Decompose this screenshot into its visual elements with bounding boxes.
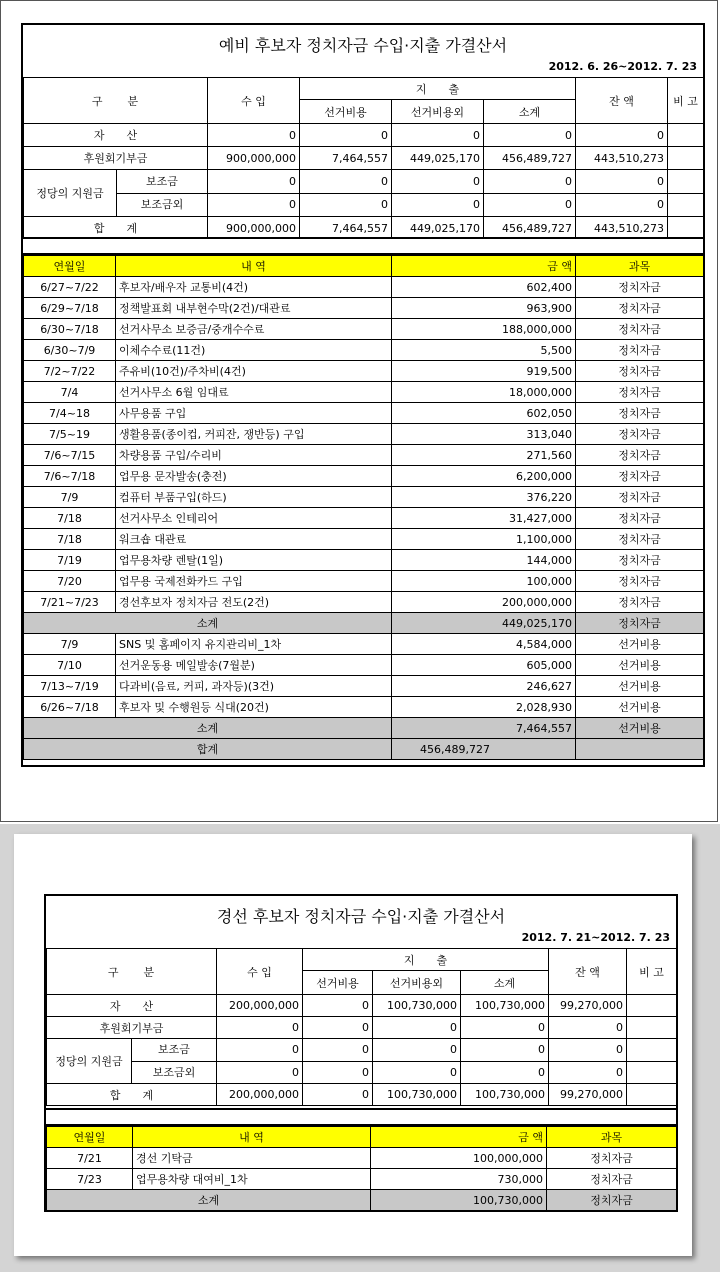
row-label: 보조금 <box>117 170 207 194</box>
row-description: 다과비(음료, 커피, 과자등)(3건) <box>116 676 392 697</box>
row-subtotal: 456,489,727 <box>484 217 576 240</box>
table-row <box>47 1169 677 1190</box>
row-note <box>627 1017 677 1039</box>
header-account: 과목 <box>576 256 704 277</box>
row-amount: 271,560 <box>392 445 576 466</box>
row-label: 보조금외 <box>140 198 184 211</box>
row-amount: 188,000,000 <box>392 319 576 340</box>
row-amount: 100,000,000 <box>371 1148 547 1169</box>
row-description: 업무용 국제전화카드 구입 <box>116 571 392 592</box>
row-income: 0 <box>208 124 300 147</box>
row-subtotal: 0 <box>484 193 576 217</box>
row-account: 선거비용 <box>576 655 704 676</box>
row-date: 7/9 <box>24 487 116 508</box>
row-label: 합 계 <box>24 217 208 240</box>
detail-table <box>23 255 704 760</box>
row-amount: 200,000,000 <box>392 592 576 613</box>
row-amount: 4,584,000 <box>392 634 576 655</box>
row-amount: 313,040 <box>392 424 576 445</box>
row-label: 합 계 <box>47 1084 217 1106</box>
row-non-campaign: 0 <box>373 1039 461 1062</box>
row-description: 선거운동용 메일발송(7월분) <box>116 655 392 676</box>
detail-header-row <box>24 256 704 277</box>
summary-header-row <box>47 949 677 971</box>
row-amount: 144,000 <box>392 550 576 571</box>
row-date: 7/23 <box>47 1169 133 1190</box>
period-label: 2012. 7. 21~2012. 7. 23 <box>521 931 670 944</box>
row-campaign: 0 <box>300 170 392 194</box>
row-non-campaign: 100,730,000 <box>373 995 461 1017</box>
row-date: 6/26~7/18 <box>24 697 116 718</box>
row-non-campaign: 0 <box>392 124 484 147</box>
row-date: 7/19 <box>24 550 116 571</box>
row-description: 업무용 문자발송(충전) <box>116 466 392 487</box>
summary-row <box>47 995 677 1017</box>
row-account: 정치자금 <box>576 298 704 319</box>
row-campaign: 0 <box>303 1017 373 1039</box>
row-description: 선거사무소 6월 임대료 <box>116 382 392 403</box>
table-row <box>24 529 704 550</box>
row-account: 정치자금 <box>576 277 704 298</box>
row-date: 6/27~7/22 <box>24 277 116 298</box>
subtotal-label: 소계 <box>47 1190 371 1211</box>
subtotal-amount: 7,464,557 <box>392 718 576 739</box>
header-amount: 금 액 <box>392 256 576 277</box>
row-account: 정치자금 <box>576 361 704 382</box>
row-note <box>627 995 677 1017</box>
row-date: 7/9 <box>24 634 116 655</box>
row-date: 7/18 <box>24 508 116 529</box>
header-note: 비 고 <box>668 78 704 124</box>
table-row <box>47 1148 677 1169</box>
header-note: 비 고 <box>627 949 677 995</box>
row-subtotal: 0 <box>484 124 576 147</box>
table-row <box>24 508 704 529</box>
row-date: 7/10 <box>24 655 116 676</box>
header-amount: 금 액 <box>371 1127 547 1148</box>
section-divider <box>23 237 703 255</box>
row-account: 정치자금 <box>576 319 704 340</box>
row-balance: 0 <box>576 124 668 147</box>
row-description: 주유비(10건)/주차비(4건) <box>116 361 392 382</box>
subtotal-amount: 449,025,170 <box>392 613 576 634</box>
detail-table <box>46 1126 677 1211</box>
row-subtotal: 456,489,727 <box>484 147 576 170</box>
table-row <box>24 571 704 592</box>
row-account: 정치자금 <box>576 550 704 571</box>
row-income: 200,000,000 <box>217 1084 303 1106</box>
row-balance: 0 <box>549 1061 627 1084</box>
summary-row <box>47 1039 677 1062</box>
subtotal-row <box>47 1190 677 1211</box>
row-amount: 246,627 <box>392 676 576 697</box>
subtotal-label: 소계 <box>24 613 392 634</box>
header-income: 수 입 <box>217 949 303 995</box>
row-campaign: 0 <box>300 193 392 217</box>
row-account: 정치자금 <box>576 403 704 424</box>
header-date: 연월일 <box>24 256 116 277</box>
table-row <box>24 382 704 403</box>
row-description: 워크숍 대관료 <box>116 529 392 550</box>
row-subtotal: 100,730,000 <box>461 995 549 1017</box>
row-account: 정치자금 <box>576 382 704 403</box>
row-date: 6/29~7/18 <box>24 298 116 319</box>
row-subtotal: 0 <box>461 1017 549 1039</box>
row-non-campaign: 0 <box>373 1061 461 1084</box>
row-non-campaign: 449,025,170 <box>392 217 484 240</box>
row-date: 7/4 <box>24 382 116 403</box>
row-description: 생활용품(종이컵, 커피잔, 쟁반등) 구입 <box>116 424 392 445</box>
row-account: 선거비용 <box>576 634 704 655</box>
row-description: 컴퓨터 부품구입(하드) <box>116 487 392 508</box>
header-subtotal: 소계 <box>484 100 576 124</box>
row-account: 정치자금 <box>576 529 704 550</box>
row-campaign: 7,464,557 <box>300 217 392 240</box>
header-non-campaign: 선거비용외 <box>392 100 484 124</box>
row-date: 6/30~7/18 <box>24 319 116 340</box>
table-row <box>24 676 704 697</box>
row-date: 7/21~7/23 <box>24 592 116 613</box>
row-label: 후원회기부금 <box>24 147 208 170</box>
row-description: 경선후보자 정치자금 전도(2건) <box>116 592 392 613</box>
table-row <box>24 697 704 718</box>
row-amount: 18,000,000 <box>392 382 576 403</box>
row-balance: 0 <box>576 193 668 217</box>
row-subtotal: 0 <box>461 1061 549 1084</box>
table-row <box>24 445 704 466</box>
document-title: 경선 후보자 정치자금 수입·지출 가결산서 <box>216 907 506 926</box>
subtotal-account: 선거비용 <box>576 718 704 739</box>
row-date: 7/20 <box>24 571 116 592</box>
row-label: 후원회기부금 <box>47 1017 217 1039</box>
table-row <box>24 298 704 319</box>
table-row <box>24 403 704 424</box>
row-note <box>627 1061 677 1084</box>
row-amount: 5,500 <box>392 340 576 361</box>
row-non-campaign: 0 <box>373 1017 461 1039</box>
section-divider <box>46 1108 676 1126</box>
row-subtotal: 100,730,000 <box>461 1084 549 1106</box>
row-account: 정치자금 <box>576 340 704 361</box>
header-date: 연월일 <box>47 1127 133 1148</box>
row-amount: 100,000 <box>392 571 576 592</box>
row-label: 보조금외 <box>152 1066 196 1079</box>
header-expense: 지 출 <box>303 949 549 971</box>
row-note <box>627 1039 677 1062</box>
row-balance: 0 <box>576 170 668 194</box>
row-label: 보조금 <box>132 1039 216 1062</box>
subtotal-amount: 100,730,000 <box>371 1190 547 1211</box>
row-campaign: 0 <box>303 1061 373 1084</box>
row-account: 정치자금 <box>576 466 704 487</box>
row-income: 0 <box>208 170 300 194</box>
row-label: 자 산 <box>24 124 208 147</box>
row-non-campaign: 0 <box>392 170 484 194</box>
header-campaign: 선거비용 <box>300 100 392 124</box>
header-description: 내 역 <box>133 1127 371 1148</box>
row-description: 후보자 및 수행원등 식대(20건) <box>116 697 392 718</box>
row-income: 900,000,000 <box>208 217 300 240</box>
header-income: 수 입 <box>208 78 300 124</box>
summary-header-row <box>24 78 704 100</box>
row-balance: 99,270,000 <box>549 995 627 1017</box>
row-campaign: 0 <box>303 1039 373 1062</box>
row-group-cell <box>47 1039 217 1084</box>
row-description: 차량용품 구입/수리비 <box>116 445 392 466</box>
header-non-campaign: 선거비용외 <box>373 971 461 995</box>
row-subtotal: 0 <box>461 1039 549 1062</box>
settlement-sheet-2 <box>44 894 678 1212</box>
row-amount: 2,028,930 <box>392 697 576 718</box>
period-label: 2012. 6. 26~2012. 7. 23 <box>548 60 697 73</box>
row-description: 업무용차량 렌탈(1일) <box>116 550 392 571</box>
subtotal-row <box>24 613 704 634</box>
row-account: 선거비용 <box>576 697 704 718</box>
row-amount: 919,500 <box>392 361 576 382</box>
row-non-campaign: 100,730,000 <box>373 1084 461 1106</box>
row-income: 200,000,000 <box>217 995 303 1017</box>
summary-row <box>47 1017 677 1039</box>
header-balance: 잔 액 <box>549 949 627 995</box>
row-account: 정치자금 <box>576 445 704 466</box>
table-row <box>24 634 704 655</box>
row-description: SNS 및 홈페이지 유지관리비_1차 <box>116 634 392 655</box>
total-label: 합계 <box>24 739 392 760</box>
table-row <box>24 487 704 508</box>
row-amount: 602,050 <box>392 403 576 424</box>
header-category: 구 분 <box>47 949 217 995</box>
row-account: 정치자금 <box>576 487 704 508</box>
row-amount: 376,220 <box>392 487 576 508</box>
table-row <box>24 550 704 571</box>
header-subtotal: 소계 <box>461 971 549 995</box>
total-account <box>576 739 704 760</box>
row-campaign: 7,464,557 <box>300 147 392 170</box>
table-row <box>24 592 704 613</box>
row-description: 이체수수료(11건) <box>116 340 392 361</box>
subtotal-account: 정치자금 <box>547 1190 677 1211</box>
row-amount: 31,427,000 <box>392 508 576 529</box>
summary-table <box>23 77 704 240</box>
row-description: 경선 기탁금 <box>133 1148 371 1169</box>
summary-table <box>46 948 677 1106</box>
row-income: 0 <box>217 1017 303 1039</box>
table-row <box>24 361 704 382</box>
row-date: 7/6~7/15 <box>24 445 116 466</box>
header-balance: 잔 액 <box>576 78 668 124</box>
row-amount: 1,100,000 <box>392 529 576 550</box>
row-description: 사무용품 구입 <box>116 403 392 424</box>
row-account: 정치자금 <box>576 508 704 529</box>
row-campaign: 0 <box>303 995 373 1017</box>
row-account: 정치자금 <box>576 571 704 592</box>
table-row <box>24 277 704 298</box>
row-note <box>668 147 704 170</box>
table-row <box>24 319 704 340</box>
row-description: 후보자/배우자 교통비(4건) <box>116 277 392 298</box>
row-date: 7/2~7/22 <box>24 361 116 382</box>
row-group-cell <box>24 170 208 217</box>
header-category: 구 분 <box>24 78 208 124</box>
row-date: 7/18 <box>24 529 116 550</box>
document-title: 예비 후보자 정치자금 수입·지출 가결산서 <box>218 36 508 55</box>
row-non-campaign: 449,025,170 <box>392 147 484 170</box>
row-amount: 730,000 <box>371 1169 547 1190</box>
total-amount: 456,489,727 <box>392 739 576 760</box>
row-amount: 6,200,000 <box>392 466 576 487</box>
row-subtotal: 0 <box>484 170 576 194</box>
row-campaign: 0 <box>300 124 392 147</box>
row-income: 0 <box>217 1061 303 1084</box>
row-note <box>627 1084 677 1106</box>
row-date: 7/6~7/18 <box>24 466 116 487</box>
row-group-label: 정당의 지원금 <box>24 170 117 216</box>
row-date: 7/4~18 <box>24 403 116 424</box>
row-amount: 605,000 <box>392 655 576 676</box>
settlement-sheet-1 <box>21 23 705 767</box>
row-balance: 443,510,273 <box>576 217 668 240</box>
row-date: 7/21 <box>47 1148 133 1169</box>
row-date: 7/13~7/19 <box>24 676 116 697</box>
subtotal-account: 정치자금 <box>576 613 704 634</box>
row-description: 선거사무소 보증금/중개수수료 <box>116 319 392 340</box>
row-amount: 602,400 <box>392 277 576 298</box>
table-row <box>24 424 704 445</box>
header-description: 내 역 <box>116 256 392 277</box>
table-row <box>24 655 704 676</box>
row-note <box>668 170 704 194</box>
summary-row <box>24 170 704 194</box>
row-balance: 99,270,000 <box>549 1084 627 1106</box>
row-income: 0 <box>217 1039 303 1062</box>
row-non-campaign: 0 <box>392 193 484 217</box>
row-description: 업무용차량 대여비_1차 <box>133 1169 371 1190</box>
header-account: 과목 <box>547 1127 677 1148</box>
row-account: 정치자금 <box>576 424 704 445</box>
summary-row <box>24 147 704 170</box>
row-balance: 443,510,273 <box>576 147 668 170</box>
row-description: 선거사무소 인테리어 <box>116 508 392 529</box>
row-account: 정치자금 <box>547 1148 677 1169</box>
header-expense: 지 출 <box>300 78 576 100</box>
row-note <box>668 124 704 147</box>
row-account: 정치자금 <box>547 1169 677 1190</box>
table-row <box>24 340 704 361</box>
subtotal-label: 소계 <box>24 718 392 739</box>
row-description: 정책발표회 내부현수막(2건)/대관료 <box>116 298 392 319</box>
document-page-2 <box>14 834 692 1256</box>
row-amount: 963,900 <box>392 298 576 319</box>
row-campaign: 0 <box>303 1084 373 1106</box>
row-income: 900,000,000 <box>208 147 300 170</box>
row-account: 선거비용 <box>576 676 704 697</box>
row-income: 0 <box>208 193 300 217</box>
row-note <box>668 193 704 217</box>
detail-header-row <box>47 1127 677 1148</box>
row-label: 자 산 <box>47 995 217 1017</box>
total-row <box>24 739 704 760</box>
row-account: 정치자금 <box>576 592 704 613</box>
row-group-label: 정당의 지원금 <box>47 1039 132 1083</box>
row-date: 6/30~7/9 <box>24 340 116 361</box>
header-campaign: 선거비용 <box>303 971 373 995</box>
subtotal-row <box>24 718 704 739</box>
summary-row <box>24 124 704 147</box>
summary-total-row <box>47 1084 677 1106</box>
row-date: 7/5~19 <box>24 424 116 445</box>
row-balance: 0 <box>549 1039 627 1062</box>
row-balance: 0 <box>549 1017 627 1039</box>
table-row <box>24 466 704 487</box>
